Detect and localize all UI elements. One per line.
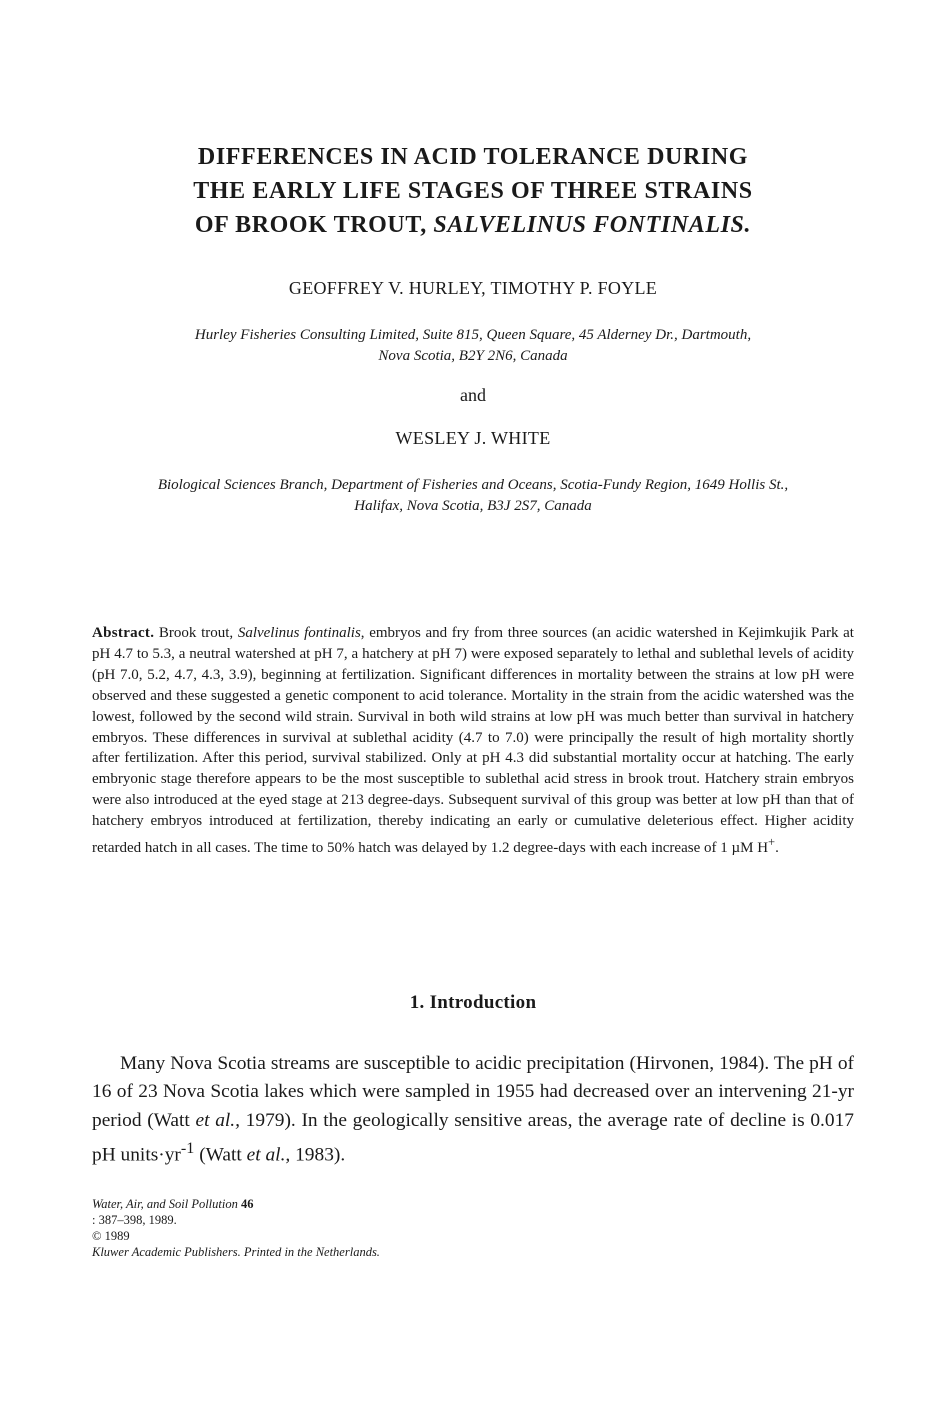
abstract-label: Abstract. [92,625,155,641]
title-line-3 [100,208,846,242]
publisher-name: Kluwer Academic Publishers. Printed in the Netherlands. [92,1245,380,1259]
intro-text-c: (Watt [194,1144,247,1166]
title-line-1: DIFFERENCES IN ACID TOLERANCE DURING [197,144,749,170]
title-line-3-prefix: OF BROOK TROUT, [194,212,434,238]
citation-footer [92,1196,380,1260]
title-species-name: SALVELINUS FONTINALIS. [433,212,752,238]
title-line-2: THE EARLY LIFE STAGES OF THREE STRAINS [193,178,753,204]
affiliation-secondary [60,475,886,517]
affiliation-secondary-line-2: Halifax, Nova Scotia, B3J 2S7, Canada [354,498,592,514]
journal-name: Water, Air, and Soil Pollution [92,1197,238,1211]
copyright-year: © 1989 [92,1229,130,1243]
affiliation-primary [60,325,886,367]
intro-text-d: 1983). [290,1144,346,1166]
abstract-species: Salvelinus fontinalis [237,625,361,641]
copyright-line [92,1228,380,1260]
intro-text-a: Many Nova Scotia streams are susceptible to acidic precipitation (Hirvonen, 1984). The pH of 16 of 23 Nova Scotia lakes which were sampled in 1955 had decreased over an intervening 21-yr period (Watt [92,1053,854,1131]
authors-secondary: WESLEY J. WHITE [395,428,551,448]
affiliation-primary-line-2: Nova Scotia, B2Y 2N6, Canada [378,348,568,364]
journal-pages: : 387–398, 1989. [92,1213,177,1227]
journal-volume: 46 [237,1197,254,1211]
author-conjunction: and [460,385,486,405]
authors-primary: GEOFFREY V. HURLEY, TIMOTHY P. FOYLE [288,278,658,298]
abstract [92,623,854,859]
paper-title [100,140,846,242]
abstract-text-1: Brook trout, [154,625,238,641]
abstract-superscript: + [768,835,776,850]
section-heading-introduction: 1. Introduction [409,992,537,1013]
journal-citation [92,1196,380,1228]
affiliation-secondary-line-1: Biological Sciences Branch, Department of Fisheries and Oceans, Scotia-Fundy Region, 1649 Hollis St., [157,477,789,493]
abstract-text-end: . [775,840,779,857]
intro-etal-2: et al., [246,1144,291,1166]
introduction-paragraph [92,1050,854,1170]
intro-etal-1: et al., [195,1109,240,1131]
affiliation-primary-line-1: Hurley Fisheries Consulting Limited, Suite 815, Queen Square, 45 Alderney Dr., Dartmouth, [194,327,752,343]
abstract-text-2: , embryos and fry from three sources (an acidic watershed in Kejimkujik Park at pH 4.7 to 5.3, a neutral watershed at pH 7, a hatchery at pH 7) were exposed separately to lethal and sublethal levels of acidity (pH 7.0, 5.2, 4.7, 4.3, 3.9), beginning at fertilization. Significant differences in mortality between the strains at low pH were observed and these suggested a genetic component to acid tolerance. Mortality in the strain from the acidic watershed was the lowest, followed by the second wild strain. Survival in both wild strains at low pH was much better than survival in hatchery embryos. These differences in survival at sublethal acidity (4.7 to 7.0) were principally the result of high mortality shortly after fertilization. After this period, survival stabilized. Only at pH 4.3 did substantial mortality occur at hatching. The early embryonic stage therefore appears to be the most susceptible to sublethal acid stress in brook trout. Hatchery strain embryos were also introduced at the eyed stage at 213 degree-days. Subsequent survival of this group was better at low pH than that of hatchery embryos introduced at fertilization, thereby indicating an early or cumulative deleterious effect. Higher acidity retarded hatch in all cases. The time to 50% hatch was delayed by 1.2 degree-days with each increase of 1 µM H [92,625,854,857]
intro-text-b: 1979). In the geologically sensitive areas, the average rate of decline is 0.017 pH units·yr [92,1109,854,1166]
intro-superscript: -1 [180,1139,195,1157]
